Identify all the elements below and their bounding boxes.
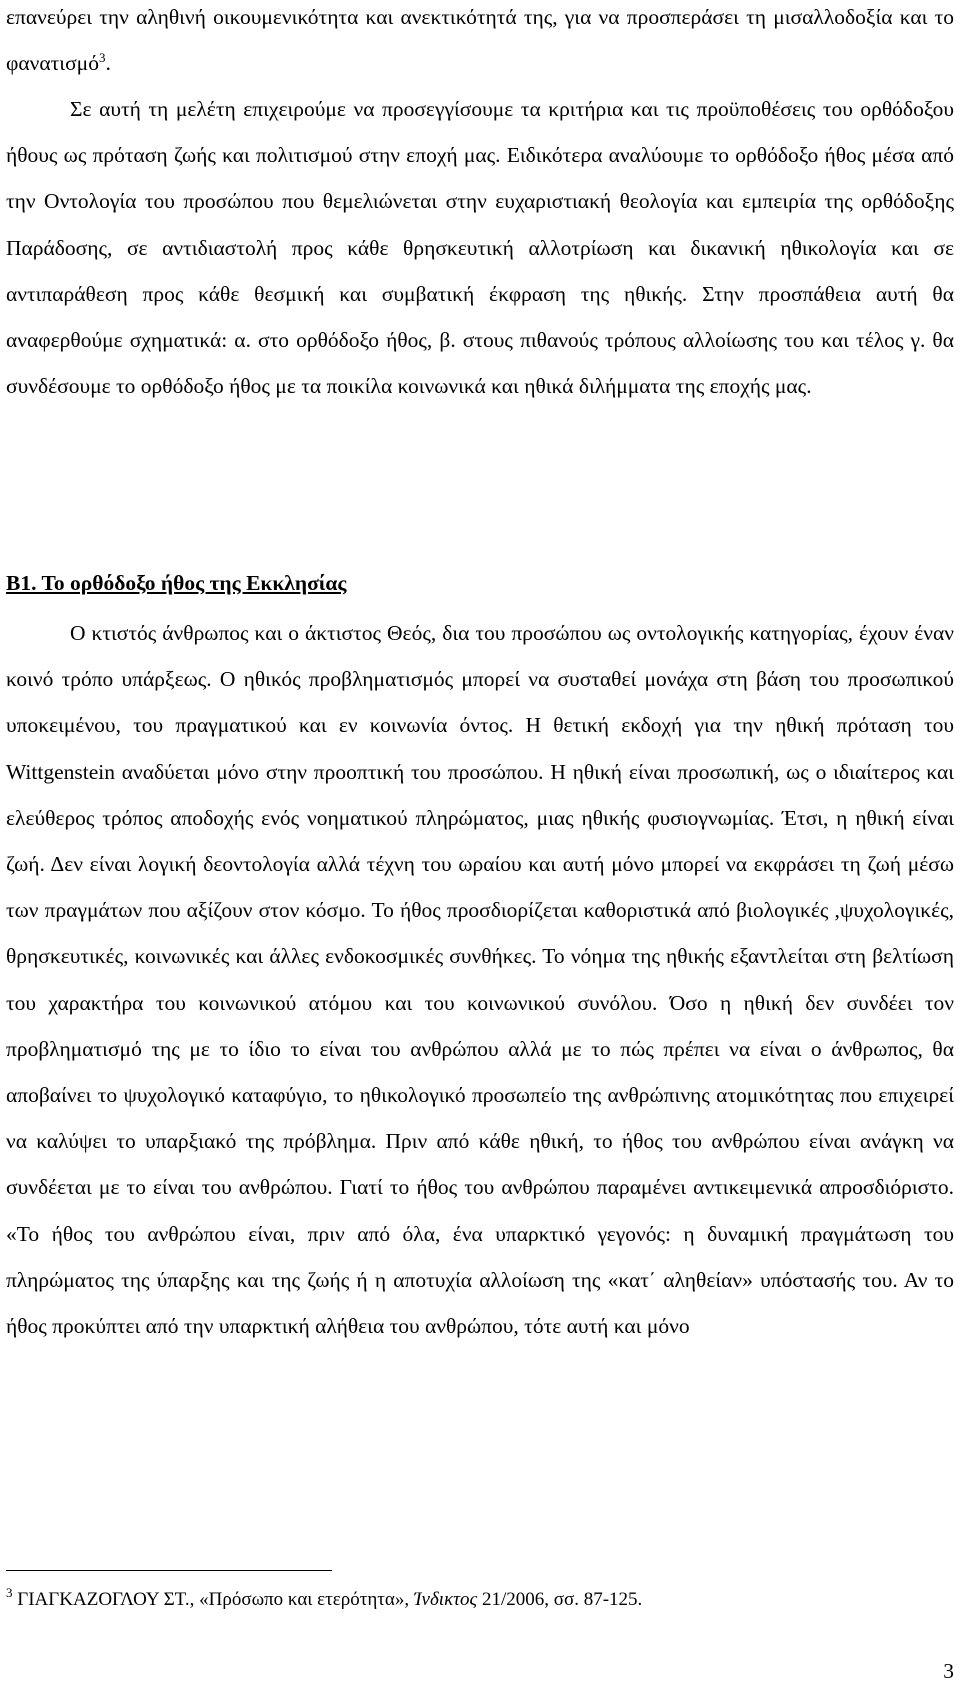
paragraph-text: επανεύρει την αληθινή οικουμενικότητα και ανεκτικότητά της, για να προσπεράσει τη μισαλλοδοξία και το φανατισμό: [6, 5, 954, 76]
paragraph-intro-continuation: [6, 0, 954, 86]
paragraph-orthodox-ethos: Ο κτιστός άνθρωπος και ο άκτιστος Θεός, δια του προσώπου ως οντολογικής κατηγορίας, έχουν έναν κοινό τρόπο υπάρξεως. Ο ηθικός προβληματισμός μπορεί να συσταθεί μονάχα στη βάση του προσωπικού υποκειμένου, του πραγματικού και εν κοινωνία όντος. Η θετική εκδοχή για την ηθική πρόταση του Wittgenstein αναδύεται μόνο στην προοπτική του προσώπου. Η ηθική είναι προσωπική, ως ο ιδιαίτερος και ελεύθερος τρόπος αποδοχής ενός νοηματικού πληρώματος, μιας ηθικής φυσιογνωμίας. Έτσι, η ηθική είναι ζωή. Δεν είναι λογική δεοντολογία αλλά τέχνη του ωραίου και αυτή μόνο μπορεί να εκφράσει τη ζωή μέσω των πραγμάτων που αξίζουν στον κόσμο. Το ήθος προσδιορίζεται καθοριστικά από βιολογικές ,ψυχολογικές, θρησκευτικές, κοινωνικές και άλλες ενδοκοσμικές συνθήκες. Το νόημα της ηθικής εξαντλείται στη βελτίωση του χαρακτήρα του κοινωνικού ατόμου και του κοινωνικού συνόλου. Όσο η ηθική δεν συνδέει τον προβληματισμό της με το ίδιο το είναι του ανθρώπου αλλά με το πώς πρέπει να είναι ο άνθρωπος, θα αποβαίνει το ψυχολογικό καταφύγιο, το ηθικολογικό προσωπείο της ανθρώπινης ατομικότητας που επιχειρεί να καλύψει το υπαρξιακό της πρόβλημα. Πριν από κάθε ηθική, το ήθος του ανθρώπου είναι ανάγκη να συνδέεται με το είναι του ανθρώπου. Γιατί το ήθος του ανθρώπου παραμένει αντικειμενικά απροσδιόριστο. «Το ήθος του ανθρώπου είναι, πριν από όλα, ένα υπαρκτικό γεγονός: η δυναμική πραγμάτωση του πληρώματος της ύπαρξης και της ζωής ή η αποτυχία αλλοίωση της «κατ΄ αληθείαν» υπόστασής του. Αν το ήθος προκύπτει από την υπαρκτική αλήθεια του ανθρώπου, τότε αυτή και μόνο: [6, 621, 954, 1339]
page-number: 3: [943, 1659, 954, 1683]
section-heading: Β1. Το ορθόδοξο ήθος της Εκκλησίας: [6, 571, 347, 595]
footnote-reference[interactable]: 3: [98, 50, 106, 66]
footnote-title: , «Πρόσωπο και ετερότητα»,: [189, 1589, 414, 1610]
footnote-divider: [6, 1570, 332, 1571]
footnote-author: ΓΙΑΓΚΑΖΟΓΛΟΥ ΣΤ.: [17, 1589, 190, 1610]
paragraph-study-aims: Σε αυτή τη μελέτη επιχειρούμε να προσεγγίσουμε τα κριτήρια και τις προϋποθέσεις του ορθόδοξου ήθους ως πρόταση ζωής και πολιτισμού στην εποχή μας. Ειδικότερα αναλύουμε το ορθόδοξο ήθος μέσα από την Οντολογία του προσώπου που θεμελιώνεται στην ευχαριστιακή θεολογία και εμπειρία της ορθόδοξης Παράδοσης, σε αντιδιαστολή προς κάθε θρησκευτική αλλοτρίωση και δικανική ηθικολογία και σε αντιπαράθεση προς κάθε θεσμική και συμβατική έκφραση της ηθικής. Στην προσπάθεια αυτή θα αναφερθούμε σχηματικά: α. στο ορθόδοξο ήθος, β. στους πιθανούς τρόπους αλλοίωσης του και τέλος γ. θα συνδέσουμε το ορθόδοξο ήθος με τα ποικίλα κοινωνικά και ηθικά διλήμματα της εποχής μας.: [6, 97, 954, 399]
footnote: [6, 1578, 642, 1622]
footnote-number: 3: [6, 1585, 13, 1600]
paragraph-end: .: [105, 51, 111, 76]
footnote-citation: 21/2006, σσ. 87-125.: [477, 1589, 643, 1610]
footnote-journal: Ίνδικτος: [413, 1589, 478, 1610]
